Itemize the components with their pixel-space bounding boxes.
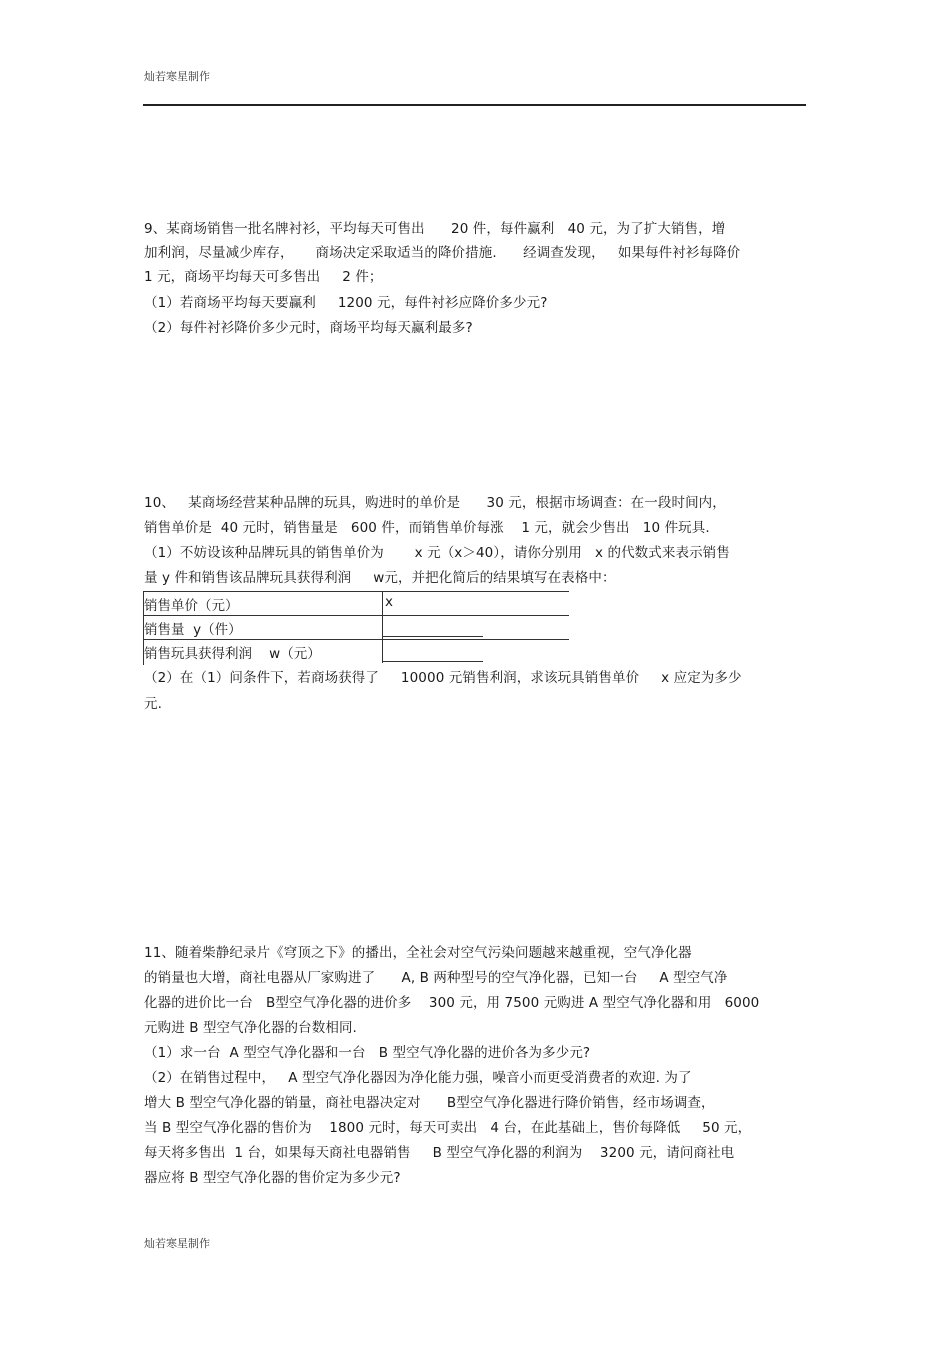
q11-line-3: 化器的进价比一台 B型空气净化器的进价多 300 元，用 7500 元购进 A 型空气净化器和用 6000: [144, 995, 760, 1011]
header-rule: [143, 104, 806, 106]
q11-line-2: 的销量也大增，商社电器从厂家购进了 A, B 两种型号的空气净化器，已知一台 A 型空气净: [144, 970, 728, 986]
table-row: [143, 639, 569, 663]
table-row: [143, 591, 569, 615]
q10-part-2-line-1: （2）在（1）问条件下，若商场获得了 10000 元销售利润，求该玩具销售单价 x 应定为多少: [144, 670, 742, 686]
q11-line-4: 元购进 B 型空气净化器的台数相同.: [144, 1020, 357, 1036]
footer-text: 灿若寒星制作: [144, 1237, 210, 1250]
q9-line-1: 9、某商场销售一批名牌衬衫，平均每天可售出 20 件，每件赢利 40 元，为了扩大销售，增: [144, 221, 726, 237]
row-label: 销售单价（元）: [144, 598, 239, 614]
q11-part-1: （1）求一台 A 型空气净化器和一台 B 型空气净化器的进价各为多少元?: [144, 1045, 591, 1061]
q9-part-2: （2）每件衬衫降价多少元时，商场平均每天赢利最多?: [144, 320, 473, 336]
q10-line-2: 销售单价是 40 元时，销售量是 600 件，而销售单价每涨 1 元，就会少售出 10 件玩具.: [144, 520, 710, 536]
q11-part-2-line-3: 当 B 型空气净化器的售价为 1800 元时，每天可卖出 4 台，在此基础上，售价每降低 50 元，: [144, 1120, 752, 1136]
header-text: 灿若寒星制作: [144, 70, 210, 83]
row-label: 销售玩具获得利润 w（元）: [144, 646, 321, 662]
q11-part-2-line-4: 每天将多售出 1 台，如果每天商社电器销售 B 型空气净化器的利润为 3200 元，请问商社电: [144, 1145, 735, 1161]
row-label: 销售量 y（件）: [144, 622, 242, 638]
q11-line-1: 11、随着柴静纪录片《穹顶之下》的播出，全社会对空气污染问题越来越重视，空气净化器: [144, 945, 692, 961]
q10-part-1-line-1: （1）不妨设该种品牌玩具的销售单价为 x 元（x＞40），请你分别用 x 的代数式来表示销售: [144, 545, 730, 561]
answer-table: [143, 591, 569, 663]
q9-line-3: 1 元，商场平均每天可多售出 2 件；: [144, 269, 383, 285]
q11-part-2-line-5: 器应将 B 型空气净化器的售价定为多少元?: [144, 1170, 401, 1186]
table-row: [143, 615, 569, 639]
q10-part-1-line-2: 量 y 件和销售该品牌玩具获得利润 w元，并把化简后的结果填写在表格中：: [144, 570, 616, 586]
q10-line-1: 10、 某商场经营某种品牌的玩具，购进时的单价是 30 元，根据市场调查：在一段时间内，: [144, 495, 726, 511]
q11-part-2-line-2: 增大 B 型空气净化器的销量，商社电器决定对 B型空气净化器进行降价销售，经市场调查，: [144, 1095, 715, 1111]
q10-part-2-line-2: 元.: [144, 696, 162, 712]
q9-line-2: 加利润，尽量减少库存， 商场决定采取适当的降价措施. 经调查发现， 如果每件衬衫每降价: [144, 245, 741, 261]
q9-part-1: （1）若商场平均每天要赢利 1200 元，每件衬衫应降价多少元?: [144, 295, 548, 311]
q11-part-2-line-1: （2）在销售过程中， A 型空气净化器因为净化能力强，噪音小而更受消费者的欢迎. 为了: [144, 1070, 692, 1086]
row-value: x: [385, 594, 393, 610]
